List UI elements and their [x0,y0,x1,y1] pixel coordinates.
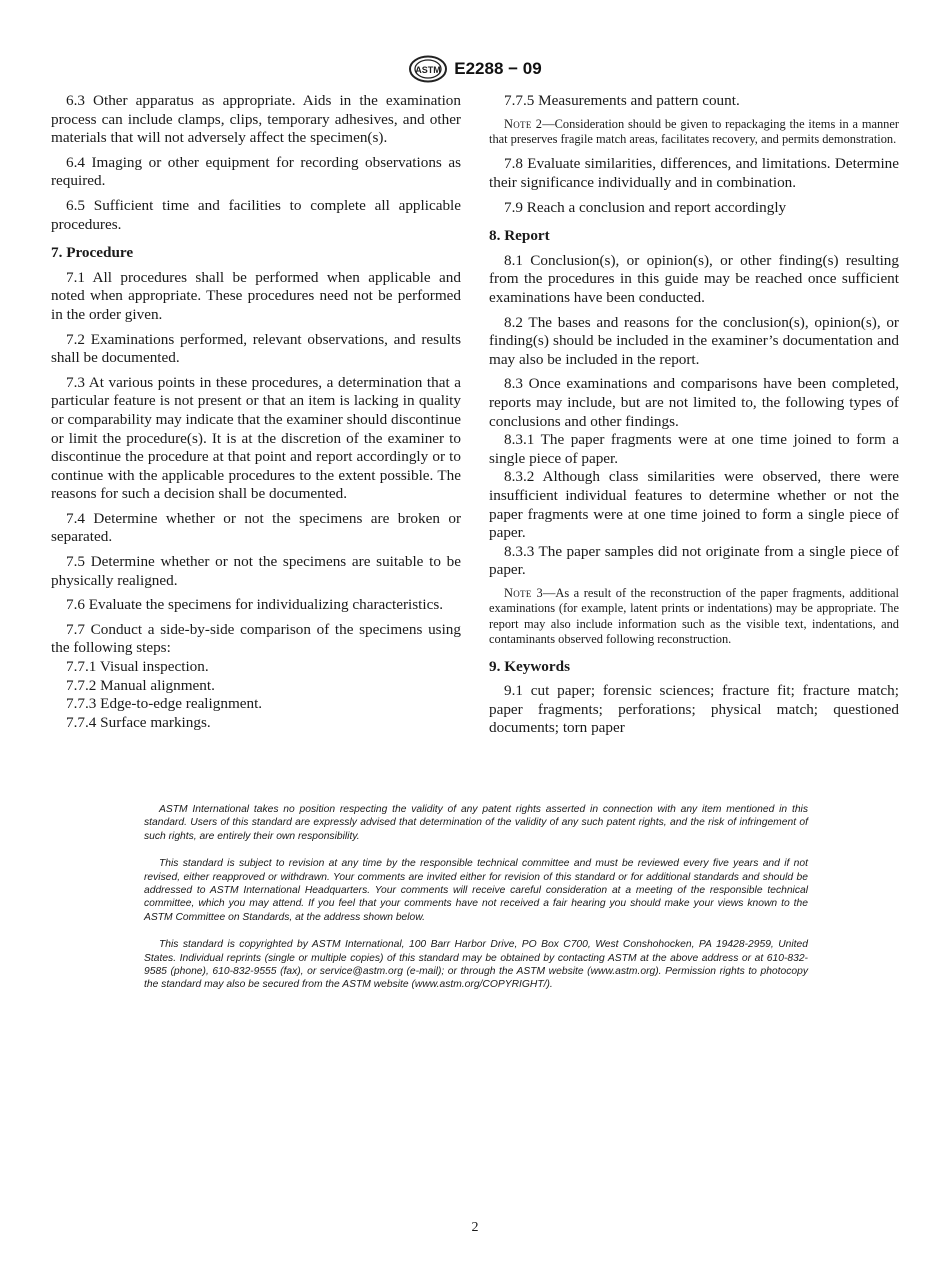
svg-text:ASTM: ASTM [415,65,442,75]
section-7-2: 7.2 Examinations performed, relevant observations, and results shall be documented. [51,330,461,367]
section-6-3: 6.3 Other apparatus as appropriate. Aids in the examination process can include clamps, clips, temporary adhesives, and other materials that will not adversely affect the specimen(s). [51,92,461,147]
revision-notice: This standard is subject to revision at any time by the responsible technical committee and must be reviewed every five years and if not revised, either reapproved or withdrawn. Your comments are invited either for revision of this standard or for additional standards and should be addressed to ASTM International Headquarters. Your comments will receive careful consideration at a meeting of the responsible technical committee, which you may attend. If you feel that your comments have not received a fair hearing you should make your views known to the ASTM Committee on Standards, at the address shown below. [144,858,808,923]
section-7-7-2: 7.7.2 Manual alignment. [66,676,215,694]
heading-report: 8. Report [489,227,550,245]
section-6-5: 6.5 Sufficient time and facilities to complete all applicable procedures. [51,196,461,233]
note-2 [489,117,899,148]
page-number: 2 [471,1220,479,1235]
patent-notice: ASTM International takes no position respecting the validity of any patent rights asserted in connection with any item mentioned in this standard. Users of this standard are expressly advised that determination of the validity of any such patent rights, and the risk of infringement of such rights, are entirely their own responsibility. [144,804,808,842]
section-7-3: 7.3 At various points in these procedures, a determination that a particular feature is not present or that an item is lacking in quality or comparability may indicate that the examiner should discontinue or limit the procedure(s). It is at the discretion of the examiner to discontinue the procedure at that point and report accordingly or to continue with the applicable procedures to the extent possible. The reasons for such a decision shall be documented. [51,373,461,503]
section-7-4: 7.4 Determine whether or not the specimens are broken or separated. [51,509,461,546]
section-8-2: 8.2 The bases and reasons for the conclusion(s), opinion(s), or finding(s) should be included in the examiner’s documentation and may also be included in the report. [489,313,899,368]
standard-designation: E2288 − 09 [454,59,542,78]
note-2-text: —Consideration should be given to repackaging the items in a manner that preserves fragile match areas, facilitates recovery, and permits demonstration. [489,116,899,146]
section-7-7: 7.7 Conduct a side-by-side comparison of the specimens using the following steps: [51,620,461,657]
section-7-7-4: 7.7.4 Surface markings. [66,713,211,731]
note-3-text: —As a result of the reconstruction of the paper fragments, additional examinations (for example, latent prints or indentations) may be appropriate. The report may also include information such as the visible text, indentations, and contaminants observed following reconstruction. [489,585,899,647]
page-header [0,54,950,84]
legal-footer [144,803,808,1006]
left-column [51,92,461,732]
note-2-label: Note 2 [504,116,543,131]
note-3 [489,586,899,648]
right-column [489,92,899,744]
astm-logo-icon [408,55,448,83]
note-3-label: Note 3 [504,585,543,600]
section-7-6: 7.6 Evaluate the specimens for individualizing characteristics. [66,596,444,614]
section-7-7-3: 7.7.3 Edge-to-edge realignment. [66,695,263,713]
section-8-3-3: 8.3.3 The paper samples did not originate from a single piece of paper. [489,542,899,579]
section-7-7-5: 7.7.5 Measurements and pattern count. [504,92,740,109]
section-7-5: 7.5 Determine whether or not the specimens are suitable to be physically realigned. [51,553,461,589]
section-7-7-1: 7.7.1 Visual inspection. [66,658,209,676]
section-7-1: 7.1 All procedures shall be performed when applicable and noted when appropriate. These procedures need not be performed in the order given. [51,268,461,323]
heading-keywords: 9. Keywords [489,657,570,675]
section-8-3-1: 8.3.1 The paper fragments were at one time joined to form a single piece of paper. [489,431,899,467]
section-6-4: 6.4 Imaging or other equipment for recording observations as required. [51,153,461,190]
section-9-1: 9.1 cut paper; forensic sciences; fracture fit; fracture match; paper fragments; perforations; physical match; questioned documents; torn paper [489,682,899,737]
section-7-9: 7.9 Reach a conclusion and report accordingly [504,198,787,216]
section-7-8: 7.8 Evaluate similarities, differences, and limitations. Determine their significance individually and in combination. [489,155,899,191]
copyright-notice: This standard is copyrighted by ASTM International, 100 Barr Harbor Drive, PO Box C700, West Conshohocken, PA 19428-2959, United States. Individual reprints (single or multiple copies) of this standard may be obtained by contacting ASTM at the above address or at 610-832-9585 (phone), 610-832-9555 (fax), or service@astm.org (e-mail); or through the ASTM website (www.astm.org). Permission rights to photocopy the standard may also be secured from the ASTM website (www.astm.org/COPYRIGHT/). [144,939,808,991]
heading-procedure: 7. Procedure [51,244,134,262]
section-8-1: 8.1 Conclusion(s), or opinion(s), or other finding(s) resulting from the procedures in this guide may be reached once sufficient examinations have been conducted. [489,251,899,306]
section-8-3: 8.3 Once examinations and comparisons have been completed, reports may include, but are not limited to, the following types of conclusions and other findings. [489,375,899,430]
section-8-3-2: 8.3.2 Although class similarities were observed, there were insufficient individual features to determine whether or not the paper fragments were at one time joined to form a single piece of paper. [489,468,899,542]
